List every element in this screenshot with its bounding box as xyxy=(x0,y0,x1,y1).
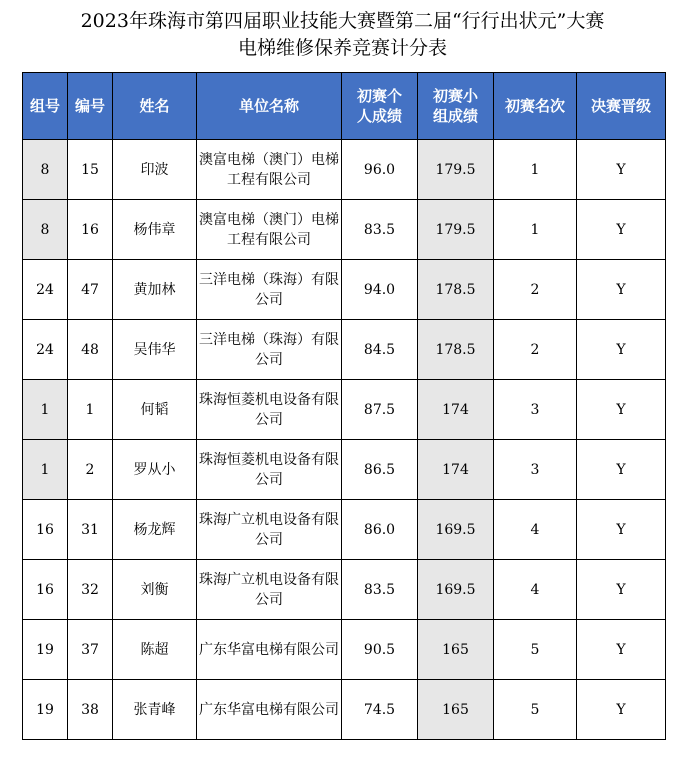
cell-advance: Y xyxy=(577,680,666,740)
col-header-unit: 单位名称 xyxy=(197,73,342,140)
cell-unit: 澳富电梯（澳门）电梯工程有限公司 xyxy=(197,140,342,200)
cell-unit: 澳富电梯（澳门）电梯工程有限公司 xyxy=(197,200,342,260)
col-header-group: 组号 xyxy=(23,73,68,140)
cell-rank: 5 xyxy=(494,680,577,740)
cell-group: 1 xyxy=(23,380,68,440)
cell-name: 印波 xyxy=(113,140,197,200)
cell-individual-score: 83.5 xyxy=(342,200,418,260)
score-table xyxy=(22,72,666,740)
cell-unit: 珠海广立机电设备有限公司 xyxy=(197,500,342,560)
cell-group: 16 xyxy=(23,500,68,560)
cell-group: 1 xyxy=(23,440,68,500)
cell-advance: Y xyxy=(577,560,666,620)
cell-advance: Y xyxy=(577,380,666,440)
cell-number: 38 xyxy=(68,680,113,740)
cell-number: 48 xyxy=(68,320,113,380)
cell-name: 罗从小 xyxy=(113,440,197,500)
table-row xyxy=(23,500,666,560)
cell-advance: Y xyxy=(577,440,666,500)
table-body xyxy=(23,140,666,740)
cell-unit: 广东华富电梯有限公司 xyxy=(197,680,342,740)
cell-advance: Y xyxy=(577,500,666,560)
cell-team-score: 169.5 xyxy=(418,500,494,560)
col-header-number: 编号 xyxy=(68,73,113,140)
title-line-2: 电梯维修保养竞赛计分表 xyxy=(237,37,447,59)
cell-number: 2 xyxy=(68,440,113,500)
cell-number: 32 xyxy=(68,560,113,620)
cell-rank: 4 xyxy=(494,560,577,620)
cell-team-score: 169.5 xyxy=(418,560,494,620)
cell-individual-score: 83.5 xyxy=(342,560,418,620)
table-row xyxy=(23,200,666,260)
cell-unit: 三洋电梯（珠海）有限公司 xyxy=(197,320,342,380)
cell-advance: Y xyxy=(577,620,666,680)
cell-team-score: 179.5 xyxy=(418,200,494,260)
cell-group: 19 xyxy=(23,620,68,680)
cell-name: 吴伟华 xyxy=(113,320,197,380)
table-row xyxy=(23,260,666,320)
cell-team-score: 178.5 xyxy=(418,260,494,320)
cell-unit: 广东华富电梯有限公司 xyxy=(197,620,342,680)
cell-team-score: 178.5 xyxy=(418,320,494,380)
cell-rank: 2 xyxy=(494,320,577,380)
cell-name: 何韬 xyxy=(113,380,197,440)
cell-individual-score: 90.5 xyxy=(342,620,418,680)
table-row xyxy=(23,320,666,380)
cell-number: 16 xyxy=(68,200,113,260)
cell-team-score: 165 xyxy=(418,620,494,680)
col-header-advance: 决赛晋级 xyxy=(577,73,666,140)
cell-group: 19 xyxy=(23,680,68,740)
cell-team-score: 179.5 xyxy=(418,140,494,200)
cell-individual-score: 94.0 xyxy=(342,260,418,320)
cell-team-score: 174 xyxy=(418,380,494,440)
cell-rank: 3 xyxy=(494,380,577,440)
cell-unit: 珠海恒菱机电设备有限公司 xyxy=(197,440,342,500)
cell-name: 杨伟章 xyxy=(113,200,197,260)
cell-group: 8 xyxy=(23,200,68,260)
cell-name: 刘衡 xyxy=(113,560,197,620)
cell-unit: 珠海广立机电设备有限公司 xyxy=(197,560,342,620)
cell-name: 杨龙辉 xyxy=(113,500,197,560)
cell-advance: Y xyxy=(577,320,666,380)
cell-name: 张青峰 xyxy=(113,680,197,740)
cell-name: 陈超 xyxy=(113,620,197,680)
cell-unit: 珠海恒菱机电设备有限公司 xyxy=(197,380,342,440)
cell-advance: Y xyxy=(577,140,666,200)
cell-group: 24 xyxy=(23,320,68,380)
cell-unit: 三洋电梯（珠海）有限公司 xyxy=(197,260,342,320)
cell-name: 黄加林 xyxy=(113,260,197,320)
cell-rank: 1 xyxy=(494,140,577,200)
col-header-rank: 初赛名次 xyxy=(494,73,577,140)
table-row xyxy=(23,380,666,440)
cell-team-score: 174 xyxy=(418,440,494,500)
cell-team-score: 165 xyxy=(418,680,494,740)
title-line-1: 2023年珠海市第四届职业技能大赛暨第二届“行行出状元”大赛 xyxy=(80,10,605,32)
cell-group: 16 xyxy=(23,560,68,620)
cell-advance: Y xyxy=(577,260,666,320)
cell-number: 15 xyxy=(68,140,113,200)
cell-rank: 4 xyxy=(494,500,577,560)
cell-rank: 2 xyxy=(494,260,577,320)
table-row xyxy=(23,440,666,500)
cell-rank: 1 xyxy=(494,200,577,260)
cell-rank: 5 xyxy=(494,620,577,680)
cell-individual-score: 74.5 xyxy=(342,680,418,740)
cell-number: 47 xyxy=(68,260,113,320)
table-header xyxy=(23,73,666,140)
cell-advance: Y xyxy=(577,200,666,260)
col-header-team-score: 初赛小组成绩 xyxy=(418,73,494,140)
cell-group: 24 xyxy=(23,260,68,320)
table-row xyxy=(23,560,666,620)
cell-group: 8 xyxy=(23,140,68,200)
cell-number: 1 xyxy=(68,380,113,440)
table-row xyxy=(23,680,666,740)
cell-individual-score: 86.5 xyxy=(342,440,418,500)
table-row xyxy=(23,140,666,200)
table-row xyxy=(23,620,666,680)
cell-number: 37 xyxy=(68,620,113,680)
header-row xyxy=(23,73,666,140)
cell-number: 31 xyxy=(68,500,113,560)
cell-individual-score: 96.0 xyxy=(342,140,418,200)
col-header-individual-score: 初赛个人成绩 xyxy=(342,73,418,140)
cell-individual-score: 84.5 xyxy=(342,320,418,380)
col-header-name: 姓名 xyxy=(113,73,197,140)
cell-rank: 3 xyxy=(494,440,577,500)
cell-individual-score: 87.5 xyxy=(342,380,418,440)
cell-individual-score: 86.0 xyxy=(342,500,418,560)
page-title xyxy=(0,8,685,62)
